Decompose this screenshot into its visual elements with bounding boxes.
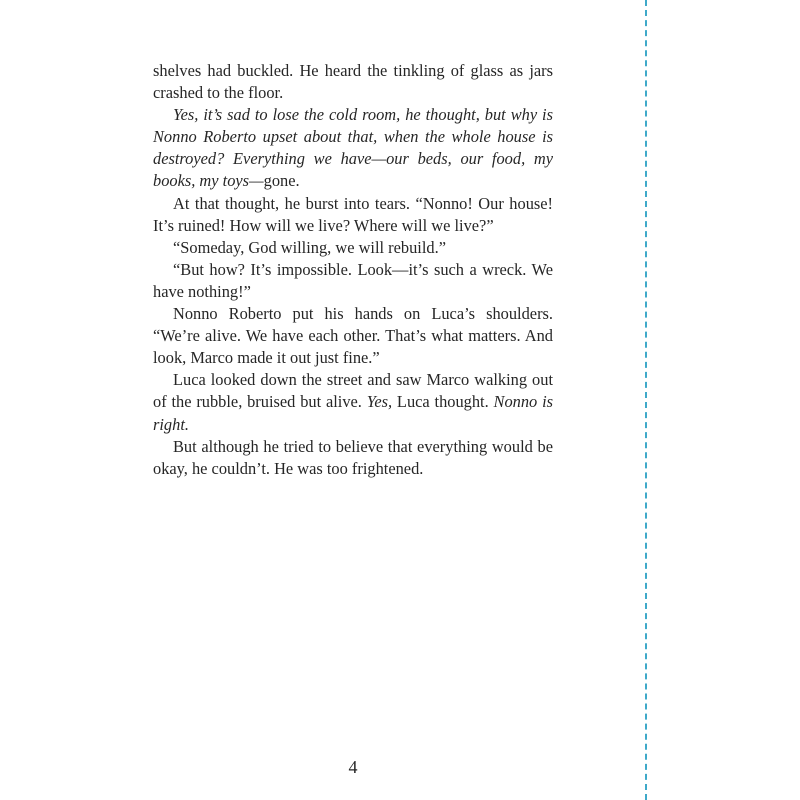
paragraph: [153, 303, 553, 369]
italic-text-run: Nonno is right.: [153, 392, 554, 434]
italic-text-run: Yes, it’s sad to lose the cold room, he thought, but why is Nonno Roberto upset about that, when the whole house is destroyed? Everything we have—our beds, our food, my books, my toys—: [153, 105, 553, 191]
text-run: Luca thought.: [392, 392, 494, 412]
text-run: shelves had buckled. He heard the tinkling of glass as jars crashed to the floor.: [153, 61, 553, 103]
text-run: At that thought, he burst into tears. “Nonno! Our house! It’s ruined! How will we live? Where will we live?”: [153, 193, 553, 235]
paragraph: [153, 237, 553, 259]
paragraph: [153, 60, 553, 104]
body-text: [153, 60, 553, 480]
text-run: Luca looked down the street and saw Marco walking out of the rubble, bruised but alive.: [153, 370, 553, 412]
text-run: “But how? It’s impossible. Look—it’s such a wreck. We have nothing!”: [153, 259, 553, 301]
paragraph: [153, 259, 553, 303]
text-run: Nonno Roberto put his hands on Luca’s shoulders. “We’re alive. We have each other. That’s what matters. And look, Marco made it out just fine.”: [153, 304, 553, 368]
paragraph: [153, 369, 553, 435]
text-run: gone.: [263, 171, 300, 191]
paragraph: [153, 104, 553, 192]
trim-guide-line: [645, 0, 647, 800]
paragraph: [153, 193, 553, 237]
page-number: 4: [348, 757, 358, 777]
text-run: “Someday, God willing, we will rebuild.”: [173, 237, 446, 257]
italic-text-run: Yes,: [366, 392, 393, 412]
text-run: But although he tried to believe that everything would be okay, he couldn’t. He was too frightened.: [153, 436, 553, 478]
paragraph: [153, 436, 553, 480]
